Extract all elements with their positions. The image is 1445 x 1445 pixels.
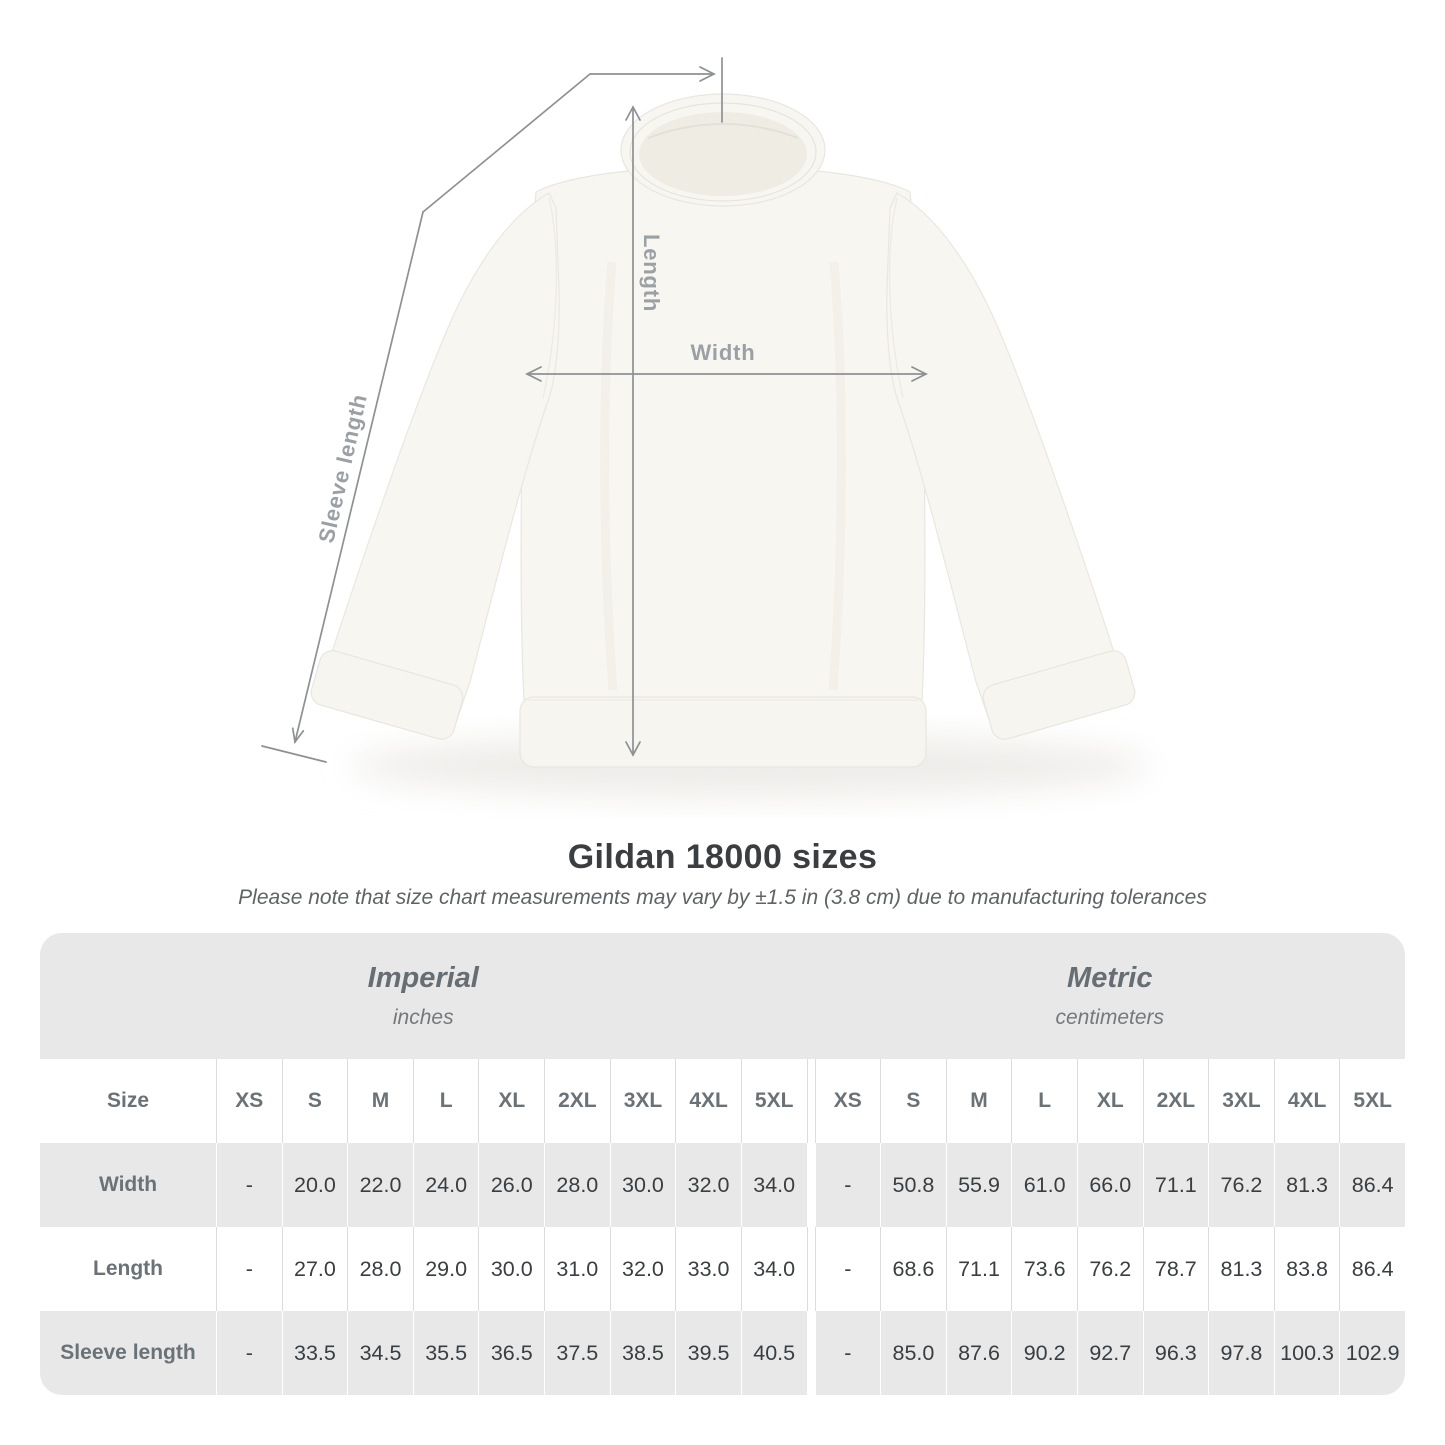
table-cell: - bbox=[216, 1227, 282, 1311]
table-header bbox=[40, 933, 1405, 1059]
page-subtitle: Please note that size chart measurements may vary by ±1.5 in (3.8 cm) due to manufacturing tolerances bbox=[238, 886, 1207, 909]
table-row bbox=[40, 1311, 1405, 1395]
size-table-body bbox=[40, 1059, 1405, 1395]
table-row bbox=[40, 1227, 1405, 1311]
table-cell: 35.5 bbox=[413, 1311, 479, 1395]
cuff-tick bbox=[262, 746, 326, 762]
table-cell: 100.3 bbox=[1274, 1311, 1340, 1395]
table-cell: 34.0 bbox=[741, 1227, 807, 1311]
row-label: Sleeve length bbox=[60, 1341, 196, 1364]
table-cell: 55.9 bbox=[946, 1143, 1012, 1227]
section-imperial-name: Imperial bbox=[367, 962, 479, 994]
table-cell: 85.0 bbox=[880, 1311, 946, 1395]
shirt-body bbox=[521, 167, 925, 701]
table-cell: 81.3 bbox=[1274, 1143, 1340, 1227]
table-cell: 30.0 bbox=[478, 1227, 544, 1311]
table-cell: 36.5 bbox=[478, 1311, 544, 1395]
table-cell: 3XL bbox=[1208, 1059, 1274, 1143]
table-cell: 71.1 bbox=[1143, 1143, 1209, 1227]
table-cell: 5XL bbox=[741, 1059, 807, 1143]
table-cell: M bbox=[347, 1059, 413, 1143]
table-cell: - bbox=[216, 1143, 282, 1227]
sleeve-length-label: Sleeve length bbox=[313, 391, 372, 546]
section-divider bbox=[807, 1227, 815, 1311]
table-cell: 29.0 bbox=[413, 1227, 479, 1311]
row-label: Size bbox=[106, 1089, 150, 1112]
table-cell: 73.6 bbox=[1011, 1227, 1077, 1311]
section-imperial-unit: inches bbox=[392, 1006, 454, 1029]
table-cell: 3XL bbox=[610, 1059, 676, 1143]
table-cell: 33.5 bbox=[282, 1311, 348, 1395]
table-cell: XL bbox=[1077, 1059, 1143, 1143]
size-table bbox=[40, 933, 1405, 1395]
table-cell: 96.3 bbox=[1143, 1311, 1209, 1395]
section-divider bbox=[807, 1143, 815, 1227]
table-cell: 61.0 bbox=[1011, 1143, 1077, 1227]
page-title: Gildan 18000 sizes bbox=[567, 838, 878, 876]
table-cell: XS bbox=[815, 1059, 881, 1143]
row-label: Width bbox=[98, 1173, 158, 1196]
table-cell: 2XL bbox=[1143, 1059, 1209, 1143]
table-cell: L bbox=[1011, 1059, 1077, 1143]
table-cell: 26.0 bbox=[478, 1143, 544, 1227]
table-cell: - bbox=[815, 1143, 881, 1227]
table-cell: 40.5 bbox=[741, 1311, 807, 1395]
table-cell: 78.7 bbox=[1143, 1227, 1209, 1311]
table-row bbox=[40, 1143, 1405, 1227]
table-cell: 76.2 bbox=[1208, 1143, 1274, 1227]
table-cell: 76.2 bbox=[1077, 1227, 1143, 1311]
header-section-divider bbox=[807, 933, 815, 1059]
section-divider bbox=[807, 1311, 815, 1395]
title-block bbox=[0, 838, 1445, 910]
table-cell: 81.3 bbox=[1208, 1227, 1274, 1311]
table-cell: 66.0 bbox=[1077, 1143, 1143, 1227]
table-cell: 92.7 bbox=[1077, 1311, 1143, 1395]
table-cell: 83.8 bbox=[1274, 1227, 1340, 1311]
table-cell: 22.0 bbox=[347, 1143, 413, 1227]
table-cell: S bbox=[282, 1059, 348, 1143]
table-cell: 34.0 bbox=[741, 1143, 807, 1227]
table-cell: L bbox=[413, 1059, 479, 1143]
table-cell: 33.0 bbox=[675, 1227, 741, 1311]
table-cell: 27.0 bbox=[282, 1227, 348, 1311]
length-label: Length bbox=[639, 234, 664, 313]
section-metric bbox=[815, 933, 1406, 1059]
table-cell: - bbox=[815, 1227, 881, 1311]
width-label: Width bbox=[690, 340, 756, 365]
table-cell: 71.1 bbox=[946, 1227, 1012, 1311]
table-cell: 4XL bbox=[675, 1059, 741, 1143]
table-cell: 32.0 bbox=[610, 1227, 676, 1311]
table-cell: 2XL bbox=[544, 1059, 610, 1143]
table-cell: 32.0 bbox=[675, 1143, 741, 1227]
table-cell: S bbox=[880, 1059, 946, 1143]
section-metric-name: Metric bbox=[1067, 962, 1153, 994]
table-cell: 102.9 bbox=[1339, 1311, 1405, 1395]
table-cell: 97.8 bbox=[1208, 1311, 1274, 1395]
section-divider bbox=[807, 1059, 815, 1143]
table-row bbox=[40, 1059, 1405, 1143]
table-cell: - bbox=[815, 1311, 881, 1395]
table-cell: 50.8 bbox=[880, 1143, 946, 1227]
section-imperial bbox=[40, 933, 807, 1059]
table-cell: 90.2 bbox=[1011, 1311, 1077, 1395]
table-cell: 20.0 bbox=[282, 1143, 348, 1227]
table-cell: 34.5 bbox=[347, 1311, 413, 1395]
table-cell: 86.4 bbox=[1339, 1227, 1405, 1311]
table-cell: 86.4 bbox=[1339, 1143, 1405, 1227]
table-cell: 28.0 bbox=[347, 1227, 413, 1311]
table-cell: 68.6 bbox=[880, 1227, 946, 1311]
table-cell: 30.0 bbox=[610, 1143, 676, 1227]
section-metric-unit: centimeters bbox=[1055, 1006, 1165, 1029]
table-cell: 37.5 bbox=[544, 1311, 610, 1395]
table-cell: - bbox=[216, 1311, 282, 1395]
waistband bbox=[520, 697, 926, 767]
table-cell: 4XL bbox=[1274, 1059, 1340, 1143]
row-label: Length bbox=[93, 1257, 163, 1280]
table-cell: 5XL bbox=[1339, 1059, 1405, 1143]
table-cell: XS bbox=[216, 1059, 282, 1143]
table-cell: 24.0 bbox=[413, 1143, 479, 1227]
table-cell: XL bbox=[478, 1059, 544, 1143]
table-cell: 38.5 bbox=[610, 1311, 676, 1395]
table-cell: 39.5 bbox=[675, 1311, 741, 1395]
table-cell: M bbox=[946, 1059, 1012, 1143]
table-cell: 28.0 bbox=[544, 1143, 610, 1227]
table-cell: 87.6 bbox=[946, 1311, 1012, 1395]
table-cell: 31.0 bbox=[544, 1227, 610, 1311]
